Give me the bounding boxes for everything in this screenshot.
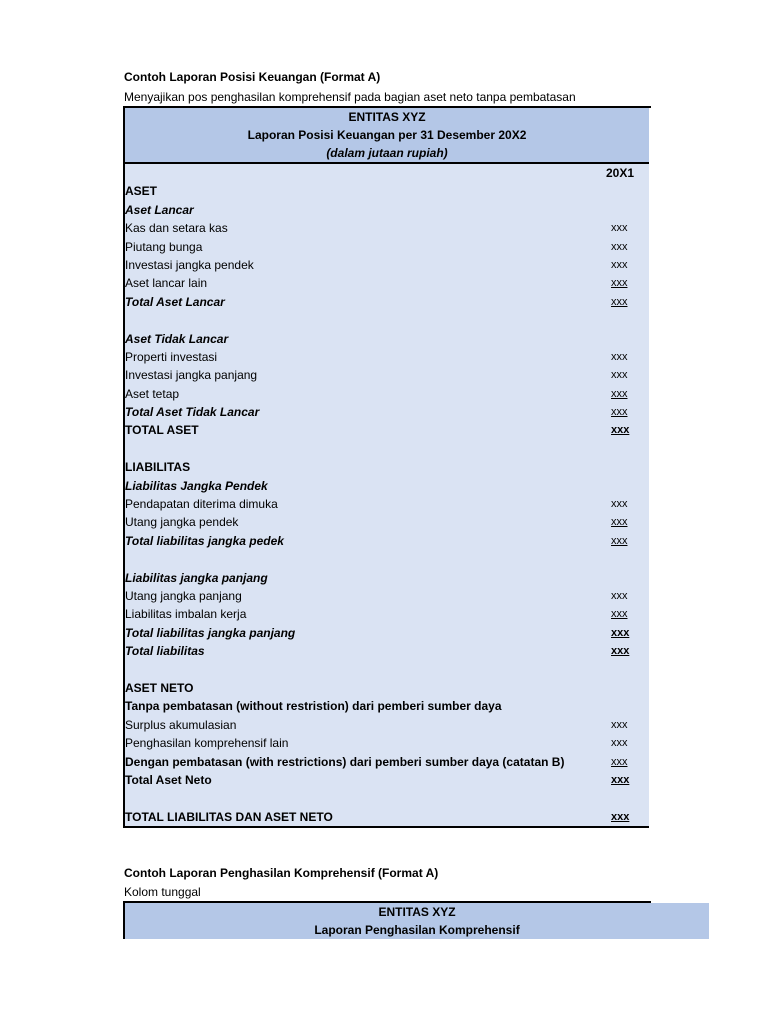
line-item-value: xxx <box>611 240 628 253</box>
blank-row <box>125 440 649 458</box>
line-item-label: Liabilitas Jangka Pendek <box>125 478 268 493</box>
line-item-row <box>125 458 649 476</box>
report-title-2: Laporan Penghasilan Komprehensif <box>314 923 520 937</box>
line-item-row <box>125 697 649 715</box>
line-item-label: Surplus akumulasian <box>125 717 237 732</box>
blank-row <box>125 550 649 568</box>
line-item-row <box>125 605 649 623</box>
line-item-label: Aset tetap <box>125 386 180 401</box>
line-item-row <box>125 274 649 292</box>
line-item-row <box>125 642 649 660</box>
line-item-label: Investasi jangka panjang <box>125 368 258 383</box>
line-item-label: Total Aset Lancar <box>125 294 225 309</box>
line-item-value: xxx <box>611 773 630 786</box>
balance-sheet-table <box>123 108 649 828</box>
line-item-value: xxx <box>611 608 628 621</box>
line-item-row <box>125 679 649 697</box>
line-item-label: Total Aset Tidak Lancar <box>125 405 260 420</box>
report-title: Laporan Posisi Keuangan per 31 Desember 20X2 <box>247 128 527 142</box>
line-item-row <box>125 716 649 734</box>
balance-sheet-body <box>123 164 649 828</box>
income-statement-header <box>123 903 709 939</box>
line-item-label: Aset Tidak Lancar <box>125 331 229 346</box>
blank-row <box>125 311 649 329</box>
line-item-row <box>125 385 649 403</box>
blank-row <box>125 789 649 807</box>
report-unit: (dalam jutaan rupiah) <box>326 146 448 160</box>
entity-name-2: ENTITAS XYZ <box>378 905 456 919</box>
line-item-value: xxx <box>611 737 628 750</box>
line-item-row <box>125 366 649 384</box>
line-item-row <box>125 348 649 366</box>
line-item-value: xxx <box>611 589 628 602</box>
line-item-value: xxx <box>611 295 628 308</box>
line-item-value: xxx <box>611 516 628 529</box>
line-item-label: Pendapatan diterima dimuka <box>125 497 278 512</box>
section1-subtitle: Menyajikan pos penghasilan komprehensif pada bagian aset neto tanpa pembatasan <box>124 90 576 104</box>
line-item-label: Liabilitas jangka panjang <box>125 570 268 585</box>
blank-row <box>125 661 649 679</box>
line-item-row <box>125 403 649 421</box>
line-item-label: TOTAL LIABILITAS DAN ASET NETO <box>125 809 333 824</box>
line-item-value: xxx <box>611 718 628 731</box>
line-item-label: Dengan pembatasan (with restrictions) dari pemberi sumber daya (catatan B) <box>125 754 565 769</box>
section2-subtitle: Kolom tunggal <box>124 885 201 899</box>
line-item-row <box>125 421 649 439</box>
line-item-label: Aset Lancar <box>125 202 194 217</box>
line-item-row <box>125 532 649 550</box>
line-item-value: xxx <box>611 424 630 437</box>
line-item-row <box>125 624 649 642</box>
line-item-label: Penghasilan komprehensif lain <box>125 736 289 751</box>
line-item-label: Tanpa pembatasan (without restristion) dari pemberi sumber daya <box>125 699 502 714</box>
line-item-row <box>125 256 649 274</box>
line-item-label: LIABILITAS <box>125 460 191 475</box>
line-item-value: xxx <box>611 277 628 290</box>
line-item-label: Properti investasi <box>125 349 218 364</box>
line-item-row <box>125 587 649 605</box>
line-item-value: xxx <box>611 755 628 768</box>
section2-title: Contoh Laporan Penghasilan Komprehensif (Format A) <box>124 866 439 880</box>
line-item-value: xxx <box>611 626 630 639</box>
line-item-label: Total liabilitas jangka pedek <box>125 533 284 548</box>
line-item-row <box>125 219 649 237</box>
line-item-row <box>125 182 649 200</box>
line-item-row <box>125 569 649 587</box>
line-item-value: xxx <box>611 258 628 271</box>
line-item-label: Total Aset Neto <box>125 772 212 787</box>
line-item-label: Utang jangka panjang <box>125 588 242 603</box>
line-item-value: xxx <box>611 498 628 511</box>
line-item-row <box>125 330 649 348</box>
line-item-row <box>125 238 649 256</box>
line-item-row <box>125 771 649 789</box>
line-item-row <box>125 293 649 311</box>
line-item-row <box>125 477 649 495</box>
income-statement-table <box>123 903 709 939</box>
line-item-label: Kas dan setara kas <box>125 221 228 236</box>
line-item-row <box>125 513 649 531</box>
line-item-label: Investasi jangka pendek <box>125 257 254 272</box>
line-item-label: Piutang bunga <box>125 239 203 254</box>
line-item-label: Total liabilitas jangka panjang <box>125 625 296 640</box>
line-item-row <box>125 753 649 771</box>
line-item-value: xxx <box>611 534 628 547</box>
line-item-label: Total liabilitas <box>125 644 205 659</box>
line-item-row <box>125 734 649 752</box>
line-item-label: Liabilitas imbalan kerja <box>125 607 247 622</box>
line-item-value: xxx <box>611 406 628 419</box>
line-item-row <box>125 201 649 219</box>
line-item-row <box>125 808 649 826</box>
balance-sheet-header <box>123 108 649 164</box>
column-header-row <box>125 164 649 182</box>
line-item-value: xxx <box>611 810 630 823</box>
line-item-label: Utang jangka pendek <box>125 515 239 530</box>
line-item-value: xxx <box>611 645 630 658</box>
line-item-label: TOTAL ASET <box>125 423 199 438</box>
line-item-label: Aset lancar lain <box>125 276 208 291</box>
line-item-value: xxx <box>611 369 628 382</box>
entity-name: ENTITAS XYZ <box>348 110 426 124</box>
section1-title: Contoh Laporan Posisi Keuangan (Format A) <box>124 70 381 84</box>
column-header-year: 20X1 <box>606 166 635 180</box>
line-item-label: ASET NETO <box>125 680 194 695</box>
line-item-value: xxx <box>611 350 628 363</box>
line-item-label: ASET <box>125 184 158 199</box>
line-item-row <box>125 495 649 513</box>
line-item-value: xxx <box>611 387 628 400</box>
line-item-value: xxx <box>611 222 628 235</box>
